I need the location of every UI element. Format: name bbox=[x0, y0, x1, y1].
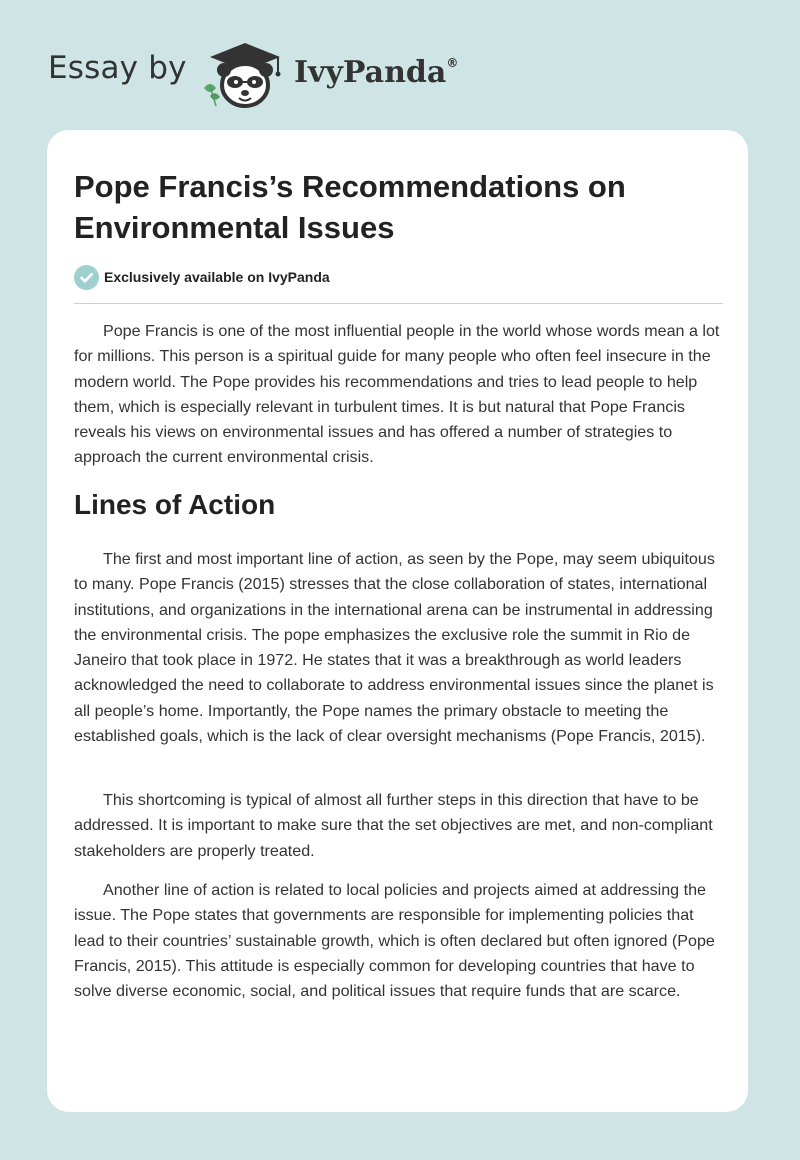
section-heading: Lines of Action bbox=[74, 489, 276, 520]
exclusive-badge-text: Exclusively available on IvyPanda bbox=[104, 269, 330, 285]
check-circle-icon bbox=[74, 265, 99, 290]
page-title: Pope Francis’s Recommendations on Environmental Issues bbox=[74, 169, 626, 245]
essay-card bbox=[47, 130, 748, 1112]
divider bbox=[74, 303, 723, 304]
essay-by-label: Essay by bbox=[48, 50, 187, 86]
exclusive-badge bbox=[74, 264, 330, 290]
brand-name[interactable] bbox=[294, 55, 458, 90]
body-paragraph-3: Another line of action is related to local policies and projects aimed at addressing the issue. The Pope states that governments are responsible for implementing policies that lead to their countries’ sustainable growth, which is often declared but often ignored (Pope Francis, 2015). This attitude is especially common for developing countries that have to solve diverse economic, social, and political issues that require funds that are scarce. bbox=[74, 881, 715, 1001]
body-paragraph-1: The first and most important line of action, as seen by the Pope, may seem ubiquitous to many. Pope Francis (2015) stresses that the close collaboration of states, international institutions, and organizations in the international arena can be instrumental in addressing the environmental crisis. The pope emphasizes the exclusive role the summit in Rio de Janeiro that took place in 1972. He states that it was a breakthrough as world leaders acknowledged the need to collaborate to address environmental issues since the planet is all people’s home. Importantly, the Pope names the primary obstacle to meeting the established goals, which is the lack of clear oversight mechanisms (Pope Francis, 2015). bbox=[74, 550, 715, 746]
intro-paragraph: Pope Francis is one of the most influential people in the world whose words mean a lot for millions. This person is a spiritual guide for many people who often feel insecure in the modern world. The Pope provides his recommendations and tries to lead people to help them, which is especially relevant in turbulent times. It is but natural that Pope Francis reveals his views on environmental issues and has offered a number of strategies to approach the current environmental crisis. bbox=[74, 322, 720, 467]
body-paragraph-2: This shortcoming is typical of almost all further steps in this direction that have to be addressed. It is important to make sure that the set objectives are met, and non-compliant stakeholders are properly treated. bbox=[74, 791, 713, 860]
brand-name-text: IvyPanda bbox=[294, 55, 447, 90]
site-header bbox=[48, 40, 548, 110]
registered-mark: ® bbox=[446, 56, 459, 70]
panda-graduate-logo-icon[interactable] bbox=[200, 40, 290, 110]
